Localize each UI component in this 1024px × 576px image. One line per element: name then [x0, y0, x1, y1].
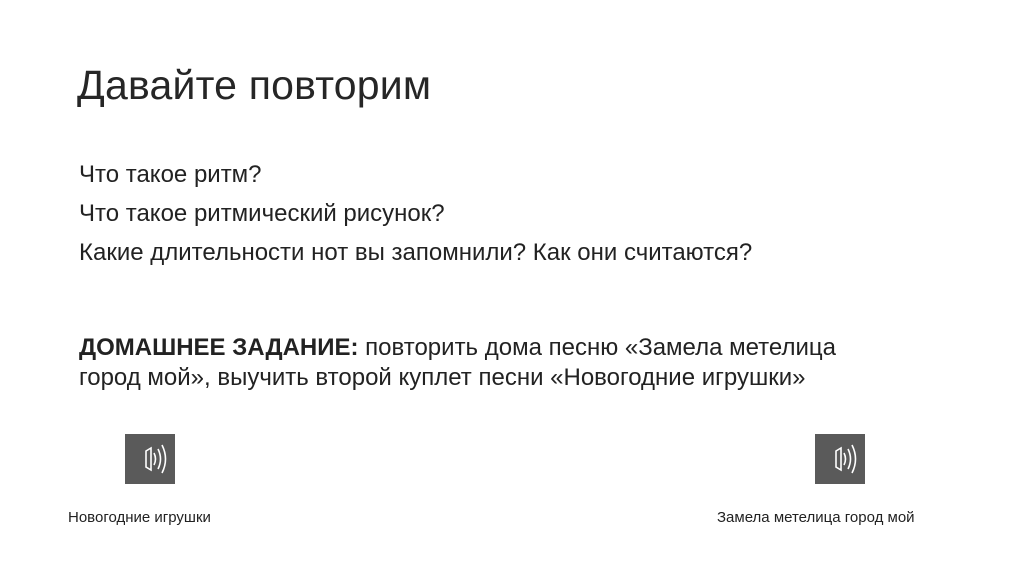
slide-title: Давайте повторим	[77, 62, 432, 108]
homework-label: ДОМАШНЕЕ ЗАДАНИЕ:	[79, 334, 359, 361]
speaker-icon[interactable]	[815, 434, 865, 484]
homework-block	[79, 333, 959, 393]
homework-line-1	[79, 333, 959, 363]
homework-text: повторить дома песню «Замела метелица	[365, 334, 836, 361]
audio-label-novogodnie-igrushki: Новогодние игрушки	[68, 509, 211, 526]
question-item: Какие длительности нот вы запомнили? Как они считаются?	[79, 239, 753, 266]
homework-line-2: город мой», выучить второй куплет песни «Новогодние игрушки»	[79, 364, 806, 391]
question-item: Что такое ритм?	[79, 161, 262, 188]
speaker-icon[interactable]	[125, 434, 175, 484]
question-item: Что такое ритмический рисунок?	[79, 200, 445, 227]
question-list	[79, 160, 959, 277]
audio-label-zamela-metelitsa: Замела метелица город мой	[717, 509, 915, 526]
